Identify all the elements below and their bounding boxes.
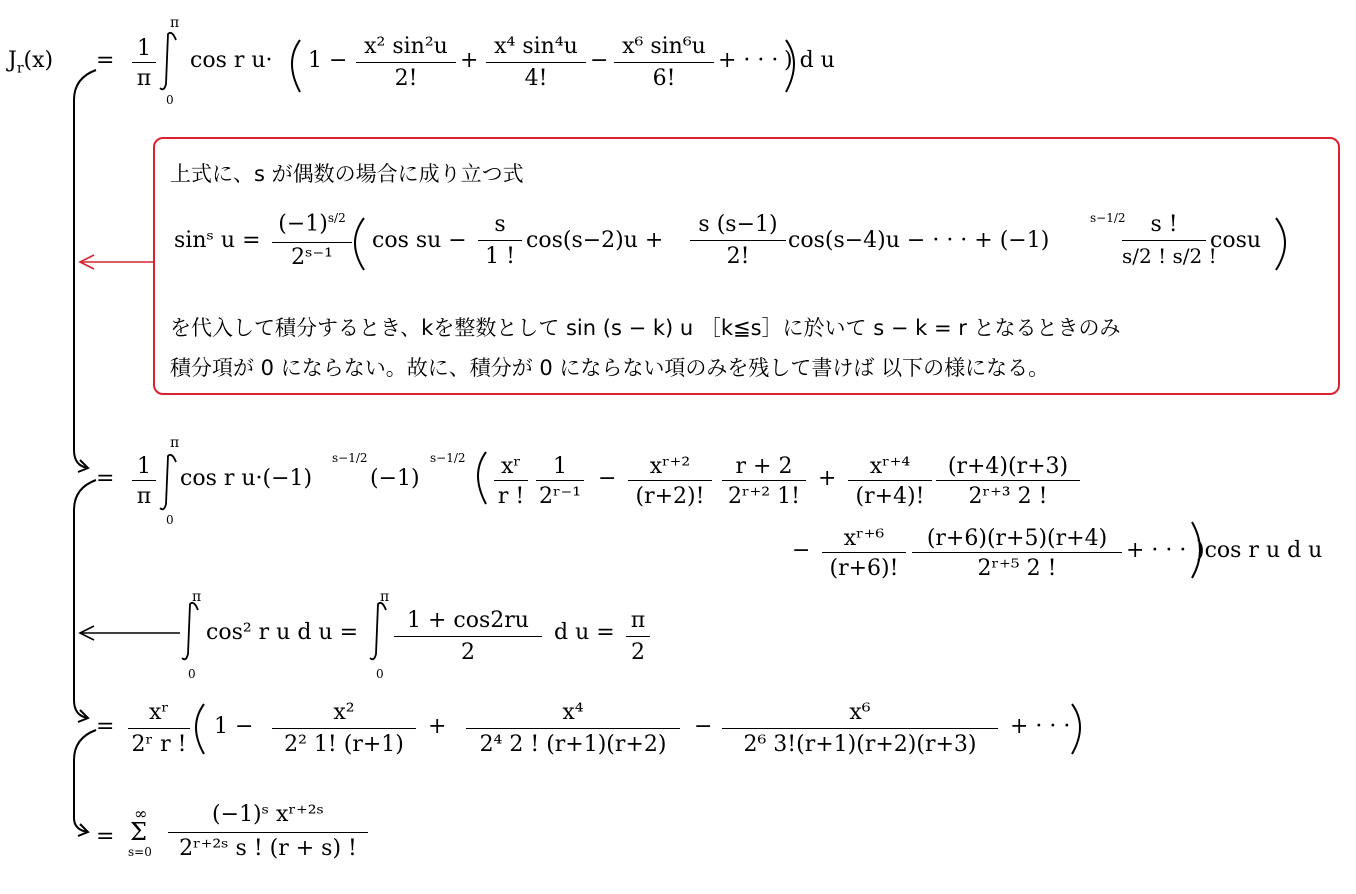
integral-sign-1 [160, 33, 176, 89]
paren-open-3 [196, 704, 204, 754]
sigma: Σ [130, 818, 147, 846]
note-line-1: 上式に、s が偶数の場合に成り立つ式 [170, 162, 524, 186]
aside-du-eq: d u = [554, 620, 615, 645]
integral-sign-2 [160, 455, 176, 509]
cos-s-4: cos(s−4)u − · · · + (−1) [788, 228, 1050, 253]
series-tail-3: + · · · [1010, 714, 1071, 739]
term-x4: x⁴ sin⁴u 4! [486, 36, 586, 90]
paren-open-1 [292, 40, 300, 92]
term-x6: x⁶ sin⁶u 6! [614, 36, 714, 90]
sum-upper: ∞ [134, 804, 148, 823]
int-lower-2: 0 [166, 513, 174, 527]
frac-xr6: xʳ⁺⁶ (r+6)! [822, 528, 906, 580]
plus-2: + [818, 466, 837, 491]
one-minus-3: 1 − [214, 714, 254, 739]
cos-s-2: cos(s−2)u + [526, 228, 664, 253]
aside-int2-upper: π [380, 589, 390, 605]
cos-u: cosu [1210, 228, 1262, 253]
s-over-1fact: s 1 ! [478, 214, 522, 268]
sum-lower: s=0 [128, 845, 152, 859]
series-tail-1: + · · · [718, 48, 779, 73]
cos-su: cos su − [372, 228, 467, 253]
int-upper-2: π [170, 435, 180, 451]
frac-r4r3: (r+4)(r+3) 2ʳ⁺³ 2 ! [936, 456, 1080, 508]
equals-3: = [96, 714, 115, 739]
plus-1: + [460, 48, 479, 73]
subscript-r: r [16, 60, 24, 77]
lead-fraction: xʳ 2ʳ r ! [128, 702, 190, 756]
bessel-lhs: $J_r(x)$ [8, 48, 54, 77]
close-cos-du: )cos r u d u [1196, 538, 1323, 563]
frac-xr2: xʳ⁺² (r+2)! [628, 456, 712, 508]
binomial-fraction: s ! s/2 ! s/2 ! [1122, 212, 1217, 268]
last-exponent: s−1/2 [1090, 211, 1126, 225]
aside-pi-over-2: π 2 [626, 610, 650, 664]
equals-4: = [96, 824, 115, 849]
mid-factor: (−1) [370, 466, 420, 491]
frac-x4: x⁴ 2⁴ 2 ! (r+1)(r+2) [466, 702, 680, 756]
close-du-1: ) d u [784, 48, 835, 73]
series-tail-2: + · · · [1126, 538, 1187, 563]
sin-power-lhs: sinˢ u = [174, 228, 261, 253]
aside-half-identity: 1 + cos2ru 2 [394, 610, 542, 664]
paren-close-3 [1072, 704, 1080, 754]
equals-2: = [96, 466, 115, 491]
aside-int2-lower: 0 [376, 667, 384, 681]
frac-xr4: xʳ⁺⁴ (r+4)! [848, 456, 932, 508]
one-minus-1: 1 − [308, 48, 348, 73]
aside-int-lower: 0 [188, 667, 196, 681]
note-line-3: を代入して積分するとき、kを整数として sin (s − k) u ［k≦s］に於いて s − k = r となるときのみ [170, 316, 1121, 340]
term-x2: x² sin²u 2! [356, 36, 456, 90]
minus-1: − [590, 48, 609, 73]
frac-xr-rfact: xʳ r ! [494, 456, 528, 508]
minus-3: − [792, 538, 811, 563]
one-over-pi-1: 1 π [132, 38, 156, 90]
one-over-pi-2: 1 π [132, 456, 156, 508]
frac-x2: x² 2² 1! (r+1) [272, 702, 416, 756]
aside-int-upper: π [192, 589, 202, 605]
aside-lhs: cos² r u d u = [206, 620, 359, 645]
equals-1: = [96, 48, 115, 73]
frac-1-2r1: 1 2ʳ⁻¹ [536, 456, 584, 508]
integrand-1: cos r u· [190, 48, 273, 73]
integrand-2: cos r u·(−1) [180, 466, 313, 491]
note-line-4: 積分項が 0 にならない。故に、積分が 0 にならない項のみを残して書けば 以下の様になる。 [170, 356, 1050, 380]
brace-arrow-3 [74, 730, 96, 832]
plus-3: + [428, 714, 447, 739]
s-s-1-over-2fact: s (s−1) 2! [690, 214, 786, 268]
brace-arrow-2 [74, 480, 96, 718]
integral-sign-3 [182, 603, 198, 659]
paren-open-2 [478, 452, 486, 504]
sign-coefficient: $(-1)^{s/2}$ 2ˢ⁻¹ [272, 212, 352, 269]
frac-x6: x⁶ 2⁶ 3!(r+1)(r+2)(r+3) [722, 702, 998, 756]
exp-1: s−1/2 [332, 451, 368, 465]
int-upper-1: π [170, 15, 180, 31]
minus-2: − [598, 466, 617, 491]
frac-r2: r + 2 2ʳ⁺² 1! [722, 456, 806, 508]
frac-r6r5r4: (r+6)(r+5)(r+4) 2ʳ⁺⁵ 2 ! [912, 528, 1122, 580]
integral-sign-4 [370, 603, 386, 659]
series-term: (−1)ˢ xʳ⁺²ˢ 2ʳ⁺²ˢ s ! (r + s) ! [168, 804, 368, 860]
exp-2: s−1/2 [430, 451, 466, 465]
int-lower-1: 0 [166, 93, 174, 107]
minus-4: − [694, 714, 713, 739]
